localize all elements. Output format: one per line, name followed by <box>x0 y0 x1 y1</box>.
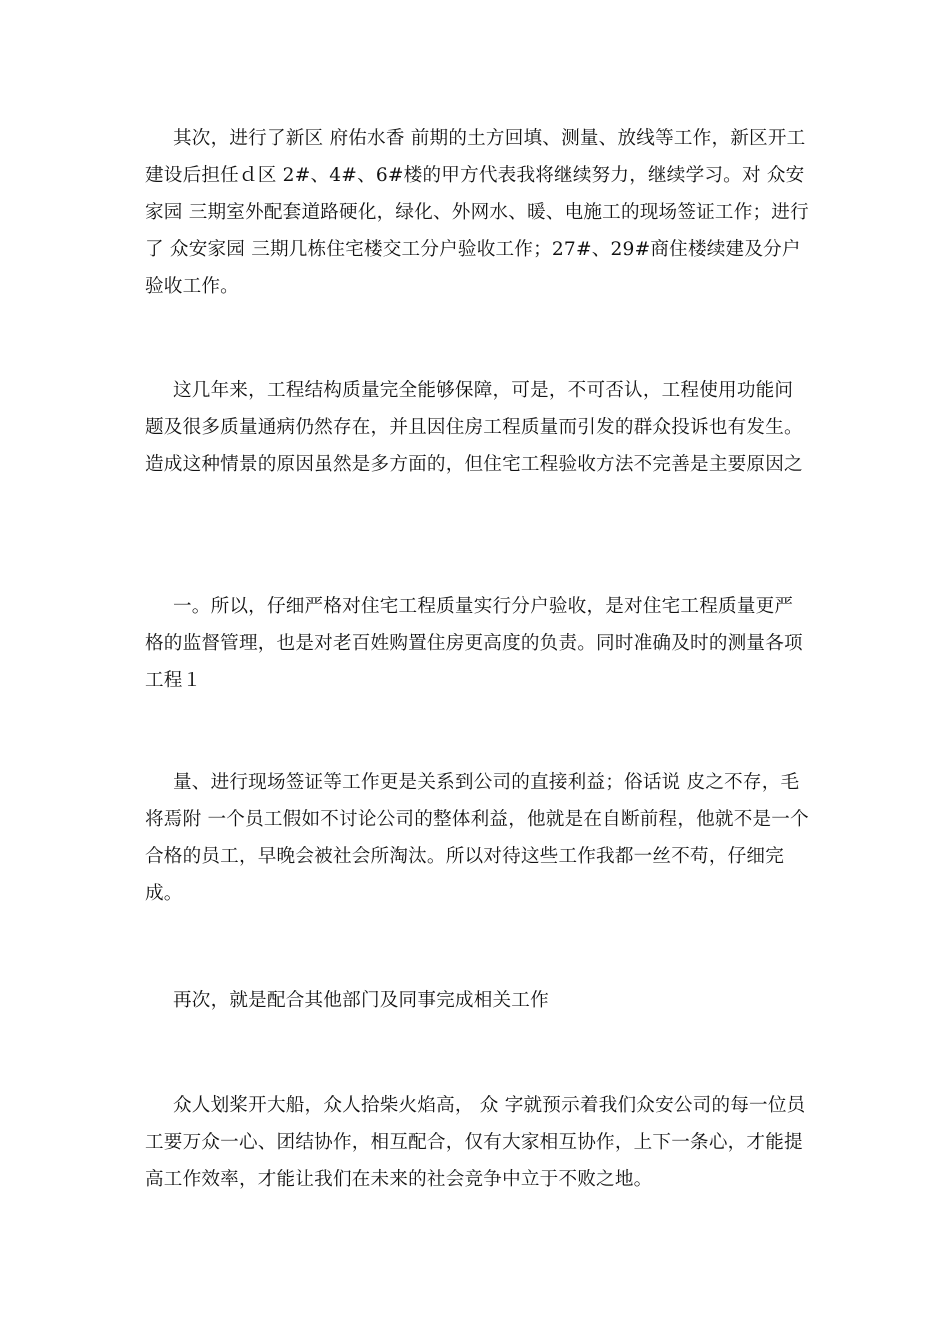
paragraph-3: 一。所以，仔细严格对住宅工程质量实行分户验收，是对住宅工程质量更严格的监督管理，也是对老百姓购置住房更高度的负责。同时准确及时的测量各项工程１ <box>145 596 803 691</box>
paragraph-1: 其次，进行了新区 府佑水香 前期的土方回填、测量、放线等工作，新区开工建设后担任ｄ区 2#、4#、6#楼的甲方代表我将继续努力，继续学习。对 众安家园 三期室外配套道路硬化，绿化、外网水、暖、电施工的现场签证工作；进行了 众安家园 三期几栋住宅楼交工分户验收工作；27#、29#商住楼续建及分户验收工作。 <box>145 128 809 297</box>
paragraph-5: 再次，就是配合其他部门及同事完成相关工作 <box>173 990 549 1011</box>
paragraph-2: 这几年来，工程结构质量完全能够保障，可是，不可否认，工程使用功能问题及很多质量通病仍然存在，并且因住房工程质量而引发的群众投诉也有发生。造成这种情景的原因虽然是多方面的，但住宅工程验收方法不完善是主要原因之 <box>145 380 803 475</box>
paragraph-4: 量、进行现场签证等工作更是关系到公司的直接利益；俗话说 皮之不存，毛将焉附 一个员工假如不讨论公司的整体利益，他就是在自断前程，他就不是一个合格的员工，早晚会被社会所淘汰。所以对待这些工作我都一丝不苟，仔细完成。 <box>145 772 809 904</box>
paragraph-6: 众人划桨开大船，众人拾柴火焰高， 众 字就预示着我们众安公司的每一位员工要万众一心、团结协作，相互配合，仅有大家相互协作，上下一条心，才能提高工作效率，才能让我们在未来的社会竞争中立于不败之地。 <box>145 1095 806 1190</box>
